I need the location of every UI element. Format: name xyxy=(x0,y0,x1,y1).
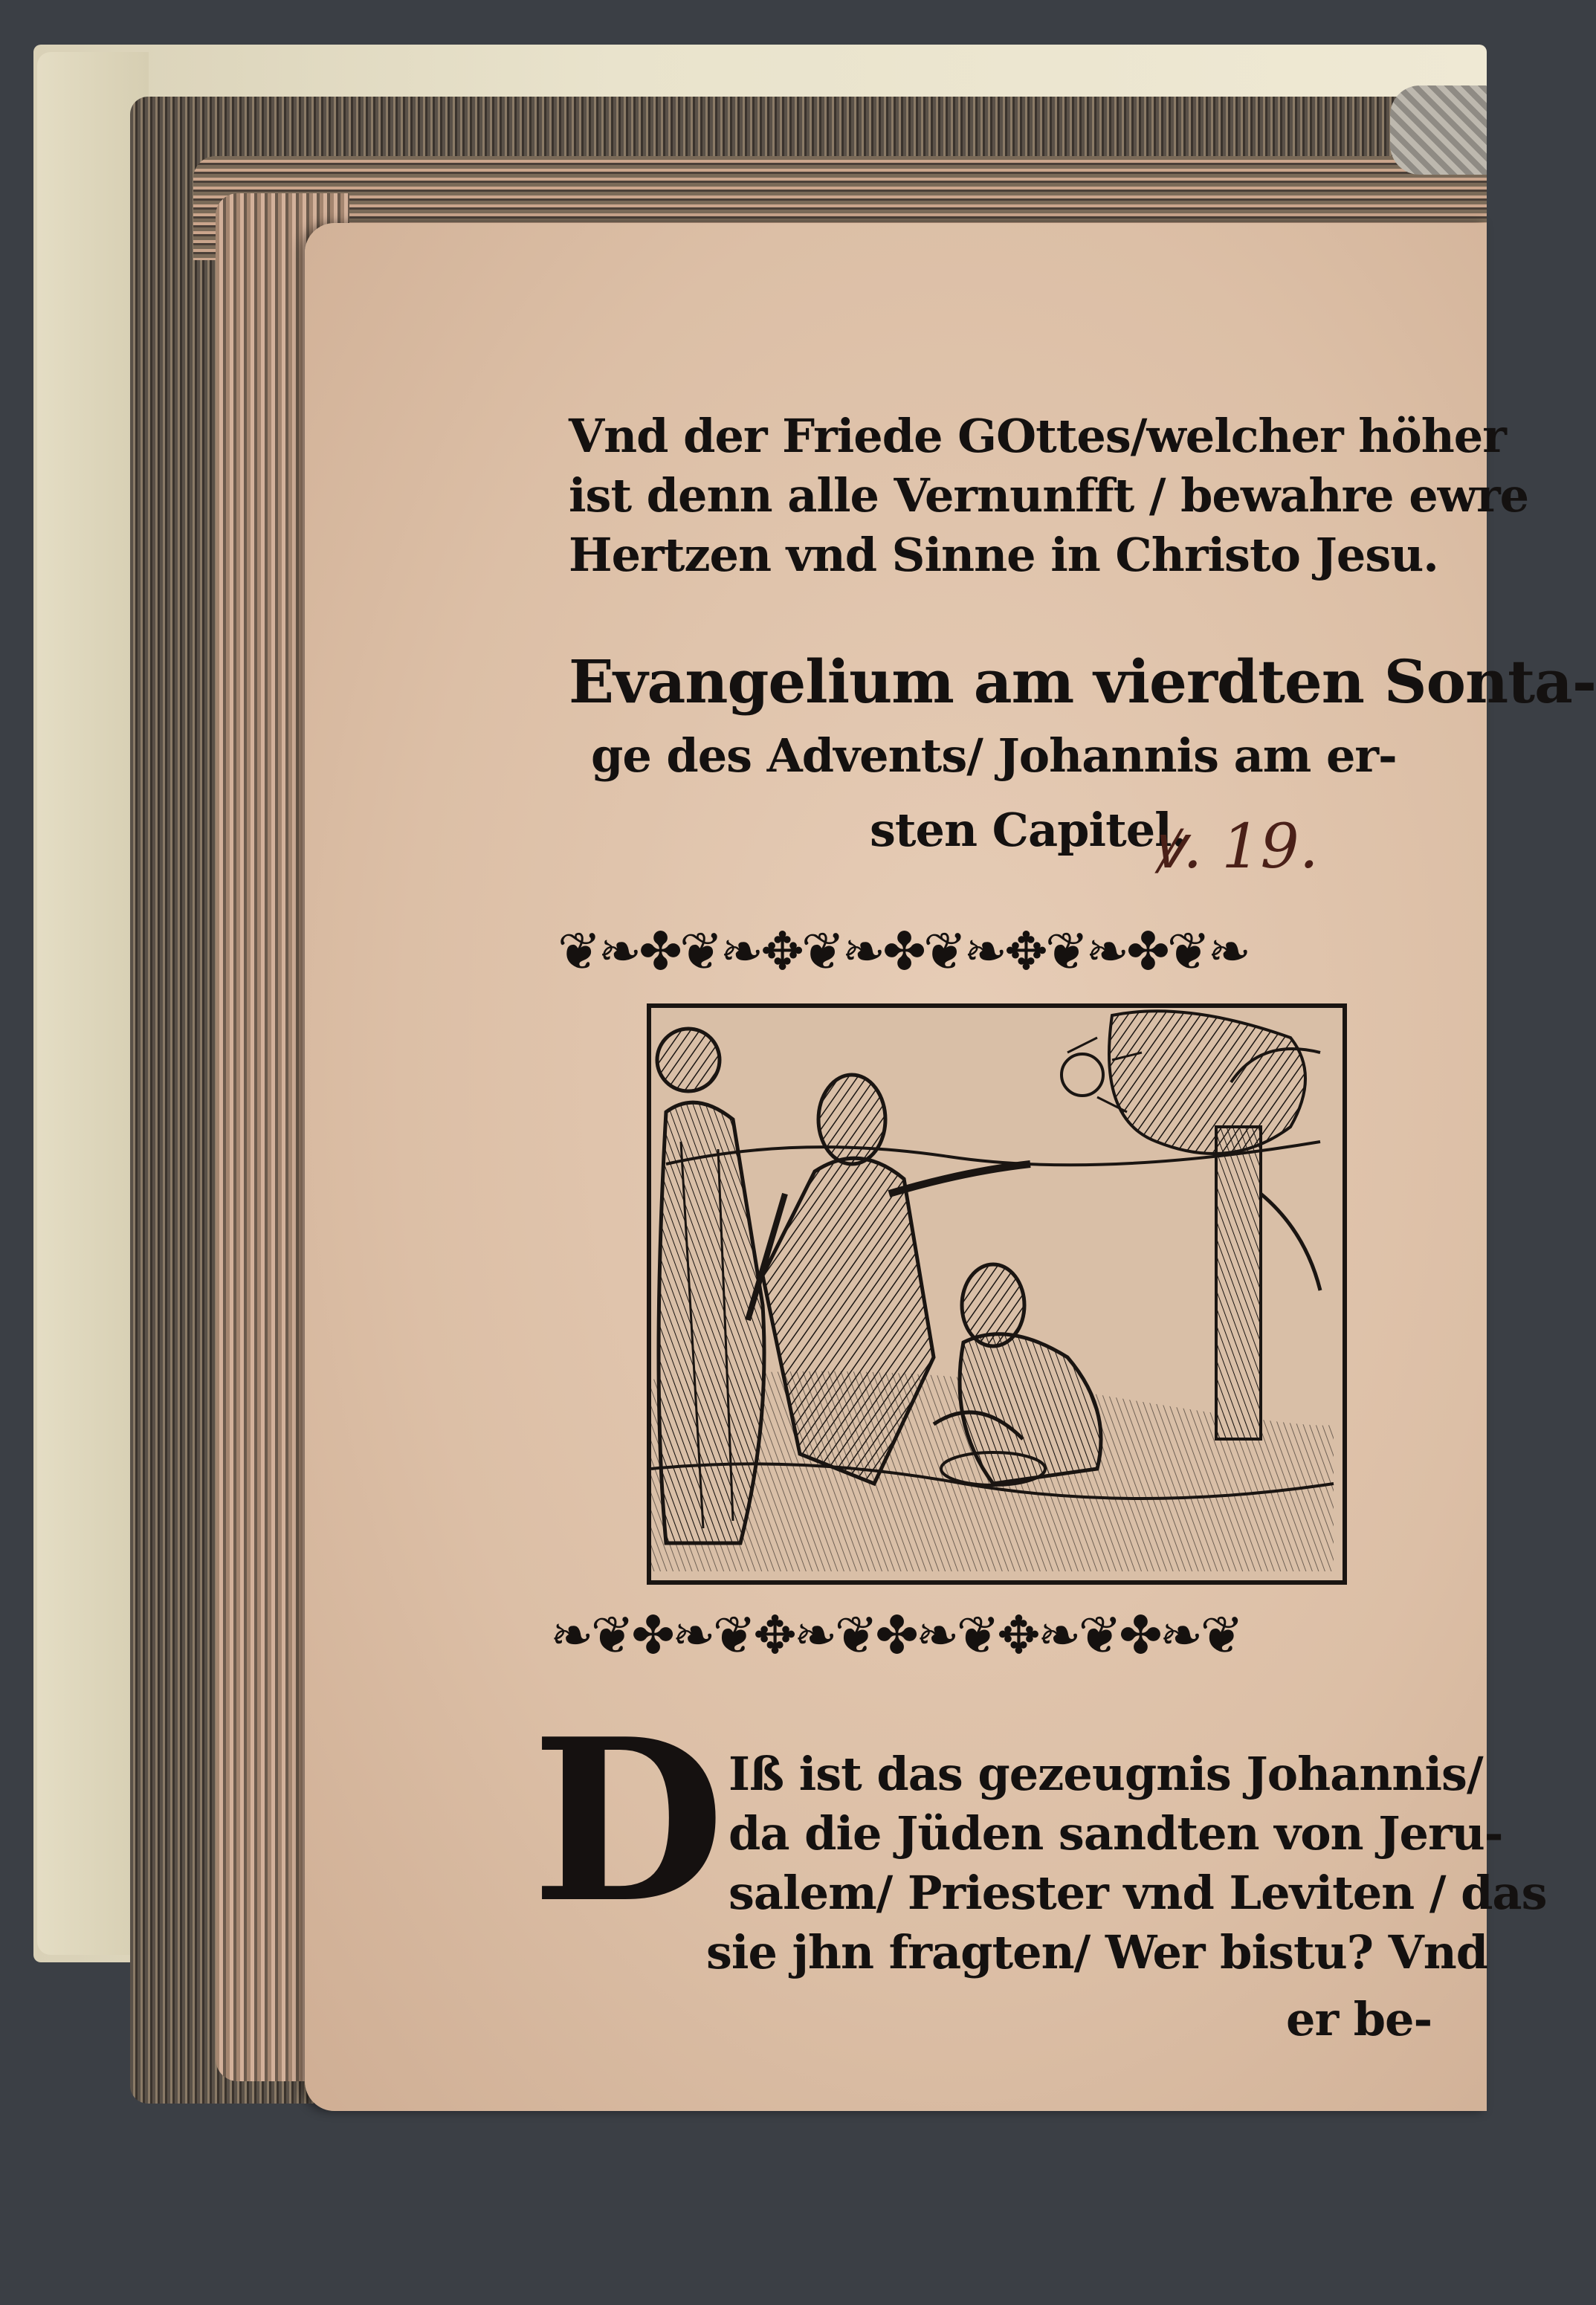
body-line-1: Iß ist das gezeugnis Johannis/ xyxy=(728,1747,1483,1801)
text-line-3: Hertzen vnd Sinne in Christo Jesu. xyxy=(569,528,1438,582)
heading-line-2: ge des Advents/ Johannis am er- xyxy=(591,728,1397,783)
book-page xyxy=(305,223,1596,2111)
body-line-2: da die Jüden sandten von Jeru- xyxy=(728,1806,1503,1861)
binding-tie xyxy=(1390,85,1487,175)
handwritten-verse-note: ꝟ. 19. xyxy=(1152,812,1319,882)
baptism-woodcut-image xyxy=(651,1008,1334,1571)
heading-line-1: Evangelium am vierdten Sonta- xyxy=(569,647,1596,717)
text-line-2: ist denn alle Vernunfft / bewahre ewre xyxy=(569,468,1529,523)
body-line-3: salem/ Priester vnd Leviten / das xyxy=(728,1866,1547,1920)
ornament-border-top: ❦❧✤❦❧✥❦❧✤❦❧✥❦❧✤❦❧ xyxy=(558,921,1249,982)
woodcut-illustration xyxy=(647,1003,1347,1585)
body-line-4: sie jhn fragten/ Wer bistu? Vnd xyxy=(706,1925,1488,1979)
drop-cap-initial: D xyxy=(532,1690,726,1952)
ornament-border-bottom: ❧❦✤❧❦✥❧❦✤❧❦✥❧❦✤❧❦ xyxy=(550,1605,1241,1666)
heading-line-3: sten Capitel. xyxy=(870,803,1187,857)
catchword: er be- xyxy=(1286,1992,1432,2046)
text-line-1: Vnd der Friede GOttes/welcher höher xyxy=(569,409,1506,463)
